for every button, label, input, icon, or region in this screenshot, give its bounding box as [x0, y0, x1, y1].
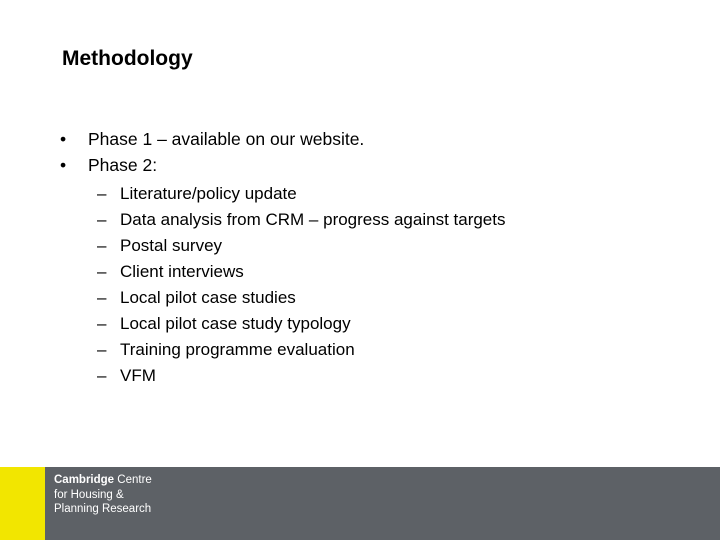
footer-bar: [0, 467, 720, 540]
sub-bullet-item: [97, 337, 506, 363]
sub-bullet-text: Local pilot case study typology: [120, 314, 351, 333]
bullet-list: [60, 126, 364, 178]
footer-yellow-accent: [0, 467, 45, 540]
bullet-text: Phase 1 – available on our website.: [88, 129, 365, 149]
sub-bullet-item: [97, 363, 506, 389]
logo-line-2: for Housing &: [54, 488, 124, 501]
sub-bullet-item: [97, 285, 506, 311]
dash-mark: –: [97, 236, 107, 255]
dash-mark: –: [97, 314, 107, 333]
sub-bullet-text: Client interviews: [120, 262, 244, 281]
logo-line-1: [54, 473, 152, 488]
organization-logo: [54, 473, 152, 517]
sub-bullet-item: [97, 207, 506, 233]
sub-bullet-text: Postal survey: [120, 236, 223, 255]
sub-bullet-text: Local pilot case studies: [120, 288, 296, 307]
sub-bullet-text: VFM: [120, 366, 156, 385]
logo-word-centre: Centre: [114, 474, 152, 486]
dash-mark: –: [97, 366, 107, 385]
bullet-item-phase-1: [60, 126, 364, 152]
bullet-mark: •: [60, 155, 67, 175]
dash-mark: –: [97, 184, 107, 203]
sub-bullet-list: [97, 181, 506, 389]
bullet-text: Phase 2:: [88, 155, 158, 175]
logo-line-3: Planning Research: [54, 503, 152, 515]
logo-word-cambridge: Cambridge: [54, 474, 115, 486]
slide-title: Methodology: [62, 47, 193, 70]
dash-mark: –: [97, 288, 107, 307]
sub-bullet-item: [97, 233, 506, 259]
bullet-item-phase-2: [60, 152, 364, 178]
dash-mark: –: [97, 210, 107, 229]
bullet-mark: •: [60, 129, 67, 149]
sub-bullet-item: [97, 311, 506, 337]
dash-mark: –: [97, 262, 107, 281]
sub-bullet-text: Data analysis from CRM – progress against targets: [120, 210, 506, 229]
sub-bullet-item: [97, 181, 506, 207]
sub-bullet-text: Literature/policy update: [120, 184, 297, 203]
sub-bullet-item: [97, 259, 506, 285]
dash-mark: –: [97, 340, 107, 359]
sub-bullet-text: Training programme evaluation: [120, 340, 355, 359]
